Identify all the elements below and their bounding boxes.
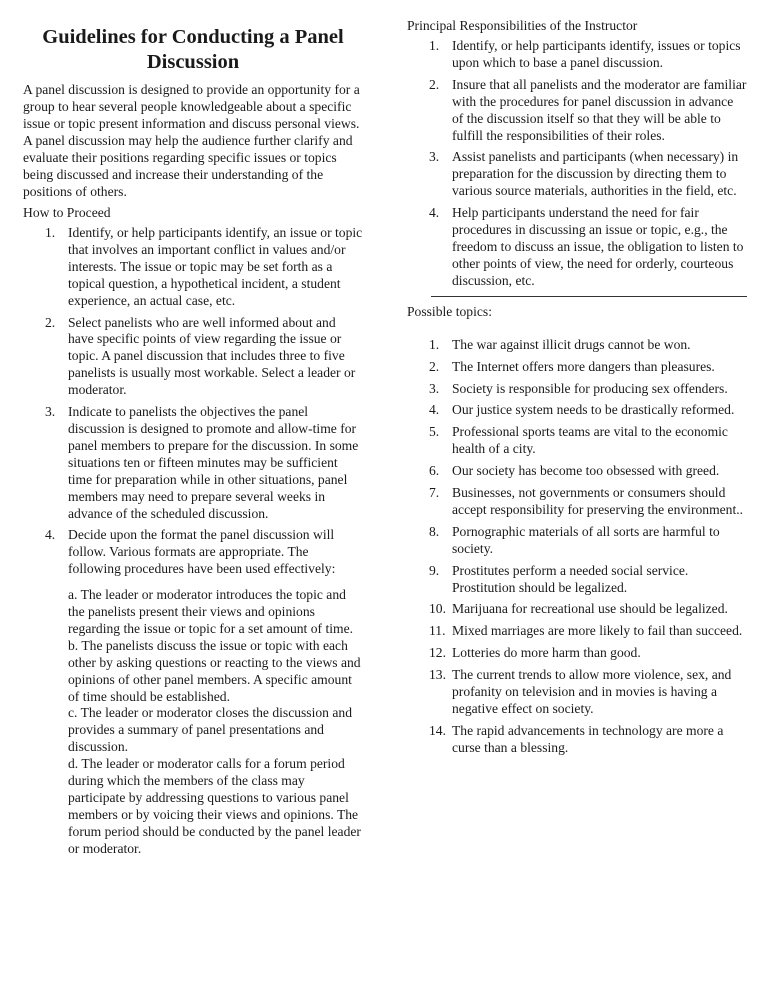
- list-text: Select panelists who are well informed about and have specific points of view regarding the issue or topic. A panel discussion that includes three to five panelists is usually most workable. Select a leader or moderator.: [68, 314, 356, 398]
- list-number: 4.: [429, 205, 440, 221]
- list-item: [23, 404, 363, 522]
- list-text: Our society has become too obsessed with greed.: [452, 463, 720, 479]
- intro-paragraph: A panel discussion is designed to provide an opportunity for a group to hear several people knowledgeable about a specific issue or topic present information and discuss personal views. A panel discussion may help the audience further clarify and evaluate their positions regarding specific issues or topics being discussed and increase their understanding of the positions of others.: [23, 82, 360, 199]
- list-number: 12.: [429, 645, 446, 661]
- list-text: Help participants understand the need for fair procedures in discussing an issue or topic, e.g., the freedom to discuss an issue, the obligation to listen to other points of view, the need for orderly, courteous discussion, etc.: [452, 205, 744, 288]
- list-text: Insure that all panelists and the moderator are familiar with the procedures for panel discussion in advance of the discussion itself so that they will be able to fulfill the responsibilities of their roles.: [452, 76, 747, 143]
- list-text: Professional sports teams are vital to the economic health of a city.: [452, 424, 728, 457]
- list-text: Mixed marriages are more likely to fail than succeed.: [452, 623, 743, 639]
- responsibilities-block: [431, 38, 747, 297]
- list-text: The war against illicit drugs cannot be won.: [452, 336, 691, 352]
- list-number: 1.: [45, 225, 56, 240]
- format-sub-items: [68, 587, 363, 858]
- sub-item: d. The leader or moderator calls for a forum period during which the members of the class may participate by addressing questions to various panel members or by voicing their views and opinions. The forum period should be conducted by the panel leader or moderator.: [68, 756, 361, 856]
- list-number: 6.: [429, 463, 440, 479]
- list-text: Prostitutes perform a needed social service. Prostitution should be legalized.: [452, 562, 689, 595]
- list-item: [407, 381, 747, 398]
- list-number: 2.: [429, 358, 440, 374]
- procedure-list: [23, 225, 363, 858]
- list-text: The Internet offers more dangers than pleasures.: [452, 358, 715, 374]
- list-item: [407, 723, 747, 757]
- list-item: [431, 205, 747, 290]
- list-text: Identify, or help participants identify, issues or topics upon which to base a panel discussion.: [452, 38, 741, 70]
- list-item: [407, 337, 747, 354]
- list-item: [23, 527, 363, 857]
- list-item: [407, 424, 747, 458]
- list-text: Marijuana for recreational use should be legalized.: [452, 601, 728, 617]
- sub-item: c. The leader or moderator closes the discussion and provides a summary of panel presentations and discussion.: [68, 705, 352, 755]
- list-number: 1.: [429, 38, 440, 53]
- list-number: 2.: [45, 314, 56, 330]
- list-text: Our justice system needs to be drastically reformed.: [452, 402, 735, 418]
- left-column: [23, 0, 363, 863]
- list-item: [23, 315, 363, 400]
- list-item: [407, 359, 747, 376]
- list-number: 9.: [429, 562, 440, 578]
- list-number: 14.: [429, 722, 446, 738]
- list-text: Decide upon the format the panel discussion will follow. Various formats are appropriate. The following procedures have been used effectively:: [68, 527, 336, 577]
- list-item: [407, 623, 747, 640]
- list-item: [431, 38, 747, 72]
- list-item: [407, 402, 747, 419]
- list-number: 7.: [429, 485, 440, 501]
- list-number: 5.: [429, 424, 440, 440]
- list-text: Society is responsible for producing sex offenders.: [452, 380, 728, 396]
- list-number: 8.: [429, 523, 440, 539]
- topics-list: [407, 337, 747, 757]
- list-number: 3.: [429, 380, 440, 396]
- list-item: [407, 463, 747, 480]
- sub-item: b. The panelists discuss the issue or topic with each other by asking questions or reacting to the views and opinions of other panel members. A specific amount of time should be established.: [68, 637, 361, 704]
- how-to-proceed-heading: How to Proceed: [23, 205, 111, 220]
- list-text: Indicate to panelists the objectives the panel discussion is designed to promote and allow-time for panel members to prepare for the discussion. In some situations ten or fifteen minutes may be sufficient time for preparation while in other situations, panel members may need to prepare several weeks in advance of the scheduled discussion.: [68, 404, 359, 521]
- list-text: The rapid advancements in technology are more a curse than a blessing.: [452, 722, 724, 755]
- list-text: The current trends to allow more violence, sex, and profanity on television and in movies is having a negative effect on society.: [452, 667, 732, 716]
- list-text: Identify, or help participants identify, an issue or topic that involves an important conflict in values and/or interests. The issue or topic may be set forth as a topical question, a hypothetical incident, a student experience, an actual case, etc.: [68, 225, 363, 308]
- list-item: [407, 485, 747, 519]
- list-item: [407, 563, 747, 597]
- responsibilities-heading: Principal Responsibilities of the Instructor: [407, 18, 638, 33]
- topics-heading: Possible topics:: [407, 303, 492, 319]
- list-item: [407, 667, 747, 718]
- list-number: 13.: [429, 667, 446, 683]
- list-number: 4.: [429, 402, 440, 418]
- sub-item: a. The leader or moderator introduces the topic and the panelists present their views and opinions regarding the issue or topic for a set amount of time.: [68, 587, 354, 636]
- list-number: 3.: [429, 149, 440, 165]
- list-number: 4.: [45, 527, 56, 543]
- list-number: 1.: [429, 336, 440, 352]
- responsibilities-list: [431, 38, 747, 290]
- list-text: Assist panelists and participants (when necessary) in preparation for the discussion by directing them to various source materials, authorities in the field, etc.: [452, 149, 739, 199]
- list-item: [431, 77, 747, 145]
- list-text: Businesses, not governments or consumers should accept responsibility for preserving the environment..: [452, 485, 744, 517]
- list-item: [431, 149, 747, 200]
- right-column: [407, 0, 747, 762]
- list-text: Pornographic materials of all sorts are harmful to society.: [452, 523, 720, 556]
- list-item: [407, 524, 747, 558]
- list-text: Lotteries do more harm than good.: [452, 645, 641, 661]
- list-item: [407, 601, 747, 618]
- list-number: 11.: [429, 623, 446, 639]
- list-number: 10.: [429, 601, 446, 617]
- list-item: [23, 225, 363, 310]
- list-item: [407, 645, 747, 662]
- list-number: 3.: [45, 404, 56, 420]
- document-title: Guidelines for Conducting a Panel Discussion: [42, 26, 344, 73]
- list-number: 2.: [429, 76, 440, 92]
